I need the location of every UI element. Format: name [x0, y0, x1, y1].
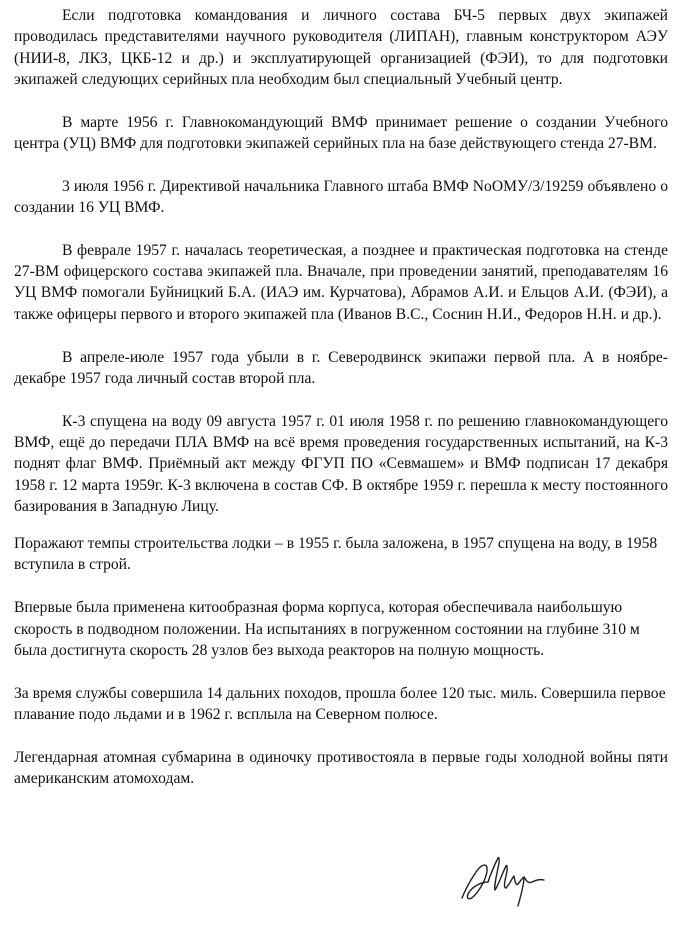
paragraph-k3-launch: К-3 спущена на воду 09 августа 1957 г. 01 июля 1958 г. по решению главнокомандующего ВМФ, ещё до передачи ПЛА ВМФ на всё время проведения государственных испытаний, на К-3 поднят флаг ВМФ. Приёмный акт между ФГУП ПО «Севмашем» и ВМФ подписан 17 декабря 1958 г. 12 марта 1959г. К-3 включена в состав СФ. В октябре 1959 г. перешла к месту постоянного базирования в Западную Лицу. [14, 412, 668, 515]
paragraph-service-record: За время службы совершила 14 дальних походов, прошла более 120 тыс. миль. Совершила первое плавание подо льдами и в 1962 г. всплыла на Северном полюсе. [14, 684, 666, 723]
handwritten-signature [458, 852, 558, 912]
paragraph-april-july-1957: В апреле-июле 1957 года убыли в г. Северодвинск экипажи первой пла. А в ноябре-декабре 1957 года личный состав второй пла. [14, 348, 668, 387]
paragraph-training-intro: Если подготовка командования и личного состава БЧ-5 первых двух экипажей проводилась представителями научного руководителя (ЛИПАН), главным конструктором АЭУ (НИИ-8, ЛКЗ, ЦКБ-12 и др.) и эксплуатирующей организацией (ФЭИ), то для подготовки экипажей следующих серийных пла необходим был специальный Учебный центр. [14, 7, 668, 88]
paragraph-july-1956: 3 июля 1956 г. Директивой начальника Главного штаба ВМФ NoОМУ/3/19259 объявлено о создании 16 УЦ ВМФ. [14, 177, 668, 217]
paragraph-march-1956: В марте 1956 г. Главнокомандующий ВМФ принимает решение о создании Учебного центра (УЦ) ВМФ для подготовки экипажей серийных пла на базе действующего стенда 27-ВМ. [14, 113, 668, 152]
paragraph-hull-form: Впервые была применена китообразная форма корпуса, которая обеспечивала наибольшую скорость в подводном положении. На испытаниях в погруженном состоянии на глубине 310 м была достигнута скорость 28 узлов без выхода реакторов на полную мощность. [14, 599, 640, 659]
paragraph-february-1957: В феврале 1957 г. началась теоретическая, а позднее и практическая подготовка на стенде 27-ВМ офицерского состава экипажей пла. Вначале, при проведении занятий, преподавателям 16 УЦ ВМФ помогали Буйницкий Б.А. (ИАЭ им. Курчатова), Абрамов А.И. и Ельцов А.И. (ФЭИ), а также офицеры первого и второго экипажей пла (Иванов В.С., Соснин Н.И., Федоров Н.Н. и др.). [14, 241, 668, 323]
paragraph-legendary-submarine: Легендарная атомная субмарина в одиночку противостояла в первые годы холодной войны пяти американским атомоходам. [14, 748, 668, 788]
paragraph-construction-pace: Поражают темпы строительства лодки – в 1955 г. была заложена, в 1957 спущена на воду, в 1958 вступила в строй. [14, 535, 658, 574]
